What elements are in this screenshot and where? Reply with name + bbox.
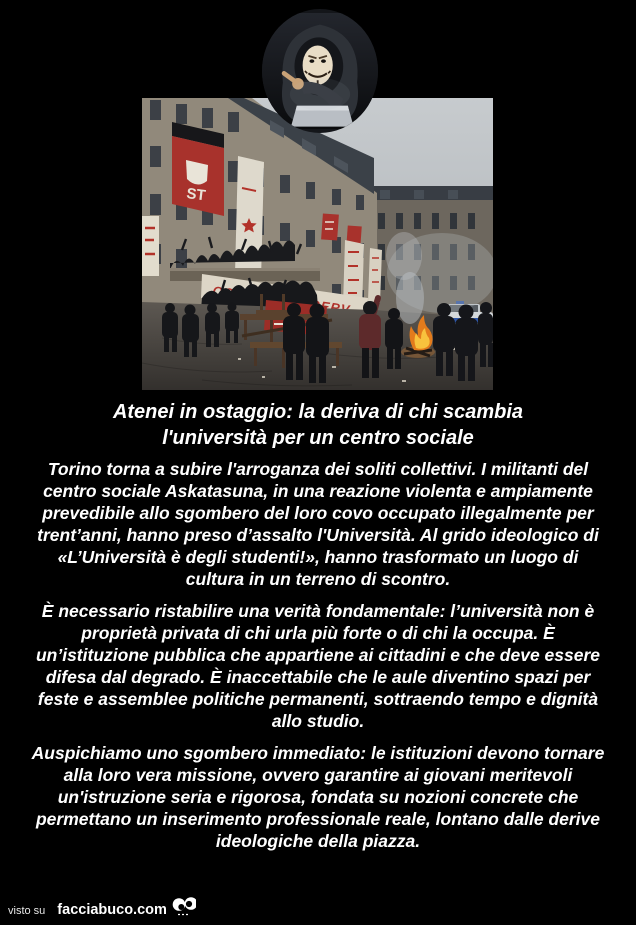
paragraph-2: È necessario ristabilire una verità fondamentale: l’università non è proprietà privata di chi urla più forte o di chi la occupa. È un’istituzione pubblica che appartiene ai cittadini e che deve essere difesa dal degrado. È inaccettabile che le aule diventino spazi per feste e assemblee politiche permanenti, sottraendo tempo e dignità allo studio. — [35, 601, 601, 731]
watermark — [8, 896, 196, 918]
paragraph-3: Auspichiamo uno sgombero immediato: le istituzioni devono tornare alla loro vera missione, ovvero garantire ai giovani meritevoli un'istruzione seria e rigorosa, fondata su nozioni concrete che permettano un inserimento professionale reale, lontano dalle derive ideologiche della piazza. — [31, 743, 605, 851]
site-name: facciabuco.com — [57, 902, 167, 918]
paragraph-1: Torino torna a subire l'arroganza dei soliti collettivi. I militanti del centro sociale Askatasuna, in una reazione violenta e ampiamente prevedibile allo sgombero del loro covo occupato illegalmente per trent’anni, hanno preso d’assalto l'Università. Al grido ideologico di «L’Università è degli studenti!», hanno trasformato un luogo di cultura in un terreno di scontro. — [37, 459, 599, 589]
headline: Atenei in ostaggio: la deriva di chi scambia l'università per un centro sociale — [112, 401, 524, 450]
anonymous-mask-avatar — [262, 9, 378, 133]
university-occupation-photo — [142, 98, 493, 390]
anonymous-mask-icon — [262, 9, 378, 133]
watermark-prefix: visto su — [8, 905, 46, 917]
occupation-scene — [142, 98, 493, 390]
flag-text: ST — [185, 185, 207, 205]
googly-eyes-icon — [172, 896, 196, 918]
article-body — [28, 458, 608, 862]
